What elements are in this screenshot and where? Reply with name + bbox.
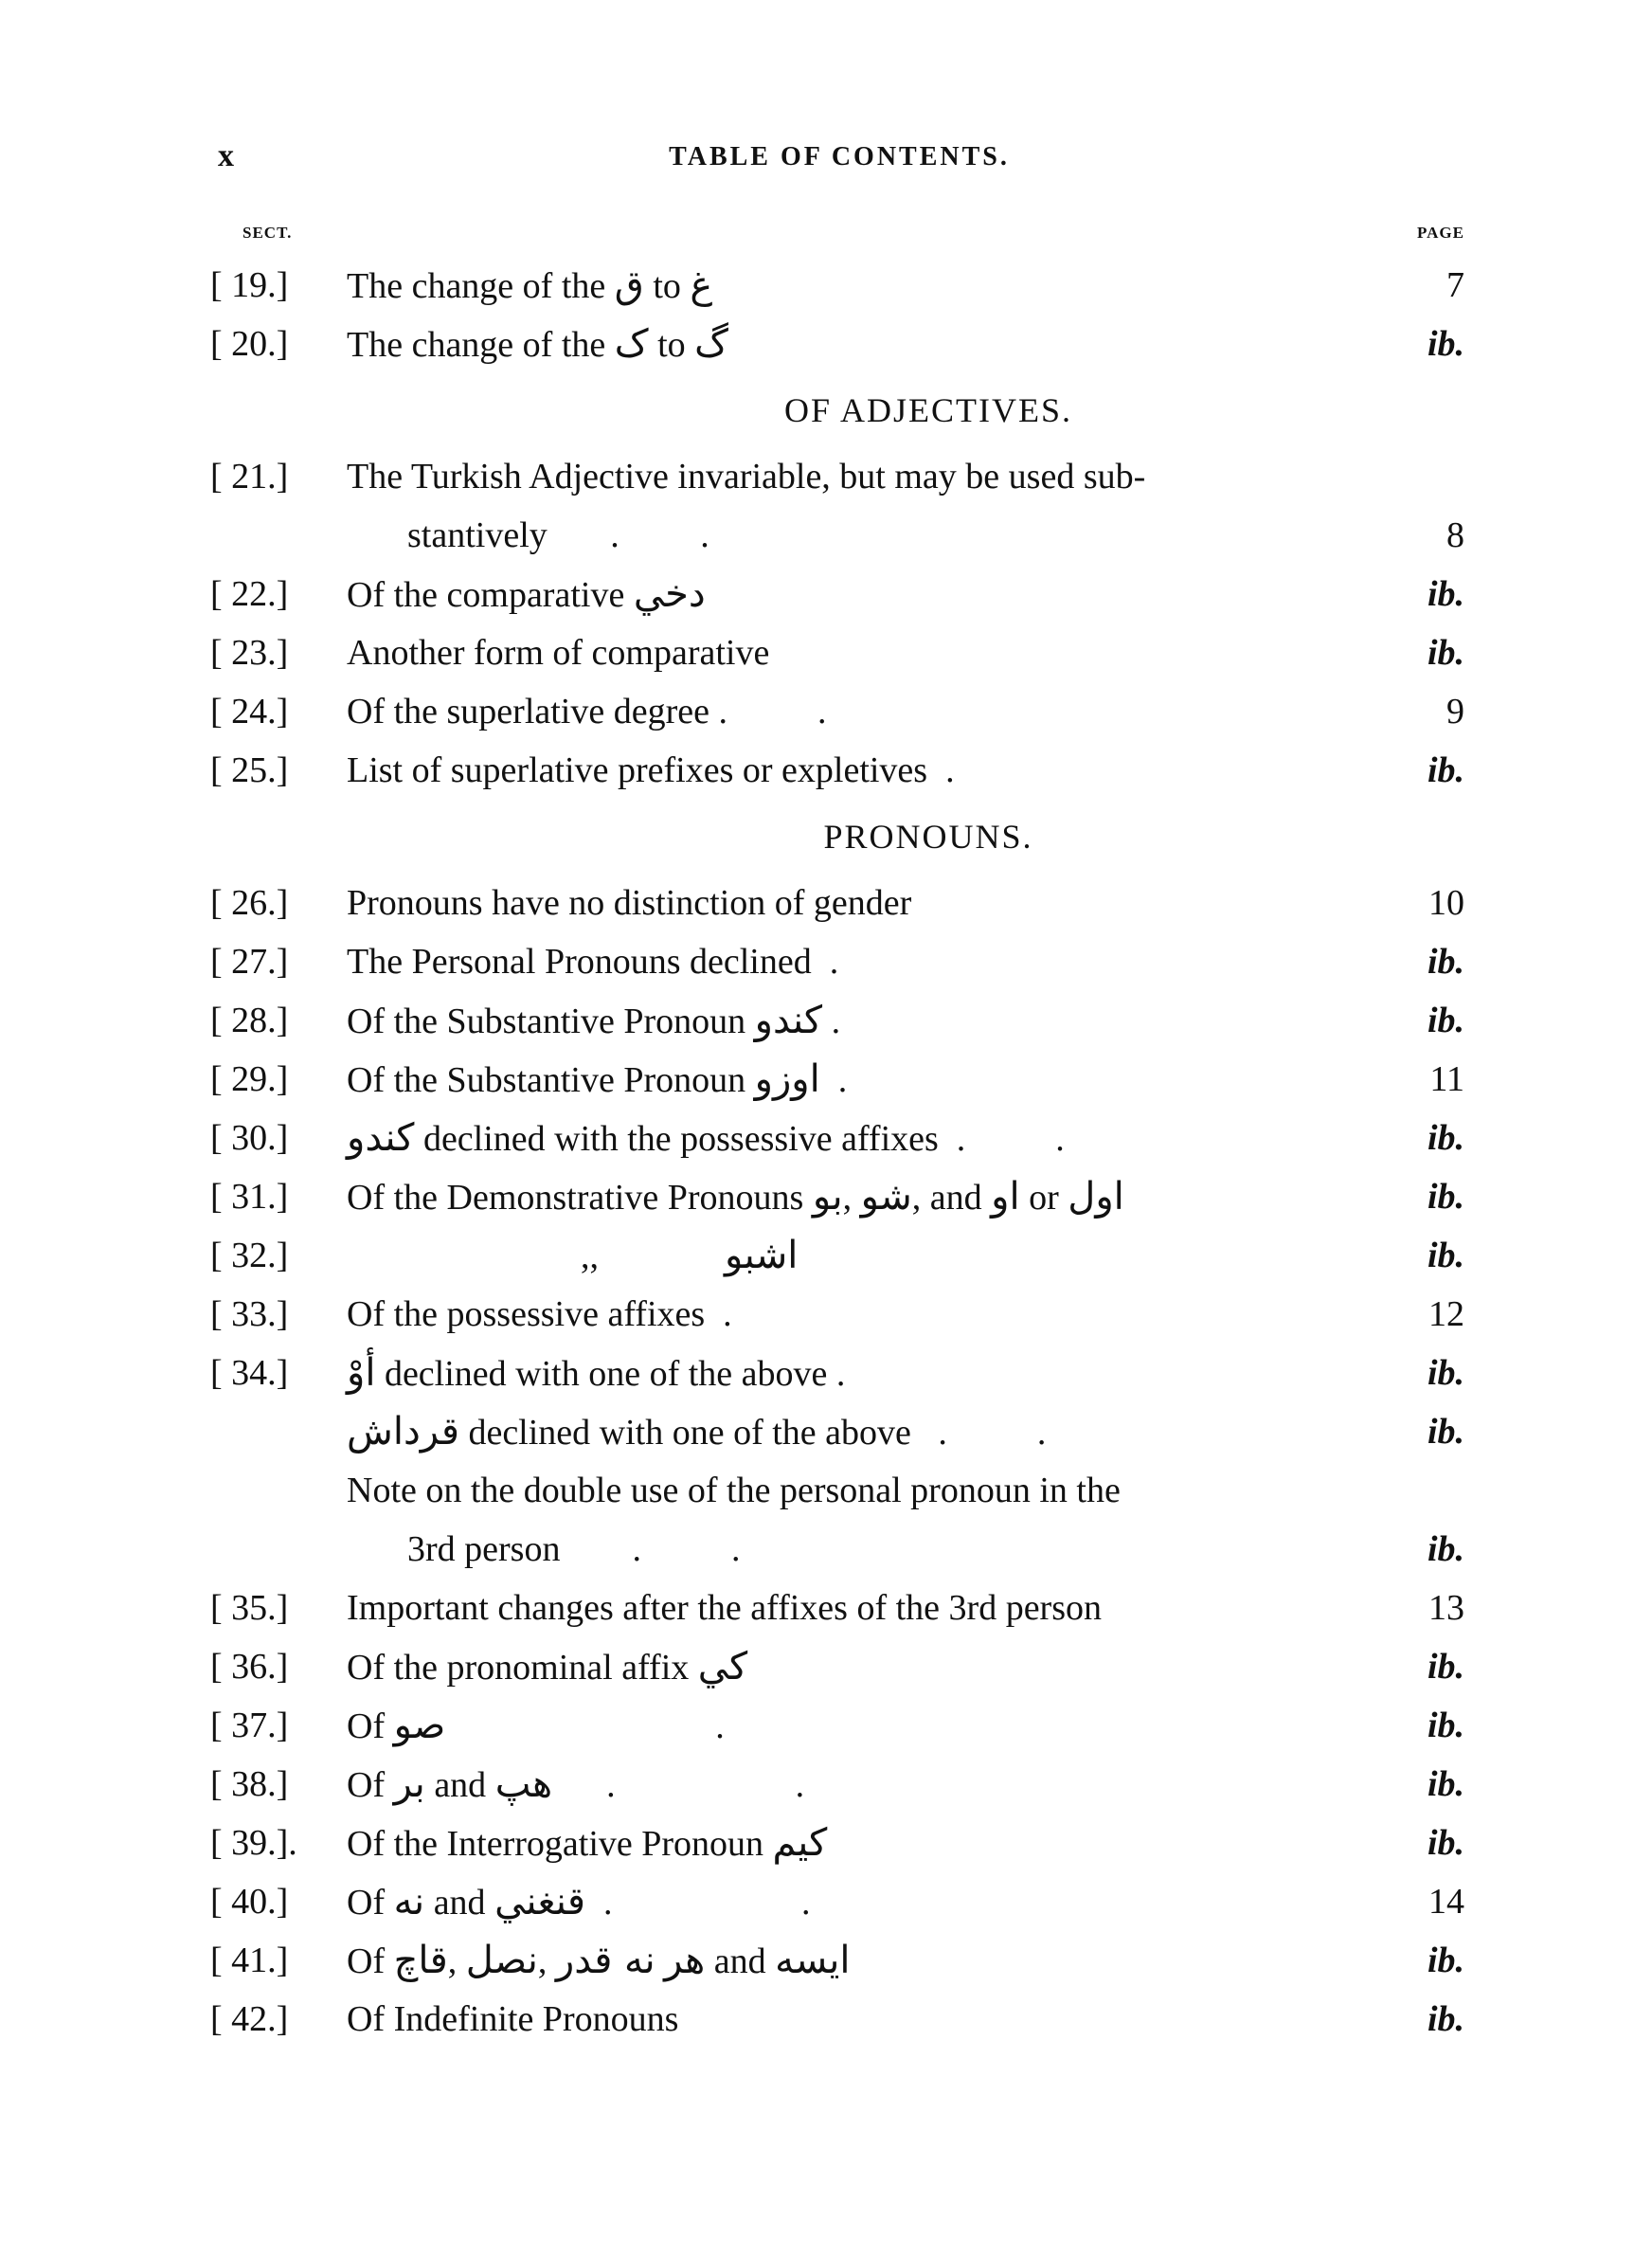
page-reference: ib. (1427, 1706, 1464, 1745)
entry-title (347, 1872, 1326, 1932)
entry-title (347, 1461, 1326, 1520)
page-reference: ib. (1427, 324, 1464, 364)
toc-entry (189, 741, 1478, 800)
arabic-word: شو (860, 1175, 912, 1219)
entry-title (347, 1344, 1326, 1403)
page-reference: 14 (1428, 1882, 1464, 1922)
arabic-word: ايسه (775, 1939, 851, 1982)
entry-text: and (424, 1765, 495, 1805)
section-heading: PRONOUNS. (823, 818, 1033, 856)
entry-title (347, 932, 1326, 991)
toc-entry (189, 874, 1478, 932)
entry-text: Of (347, 1765, 394, 1805)
arabic-word: كيم (772, 1821, 828, 1865)
page-reference: ib. (1427, 1529, 1464, 1569)
arabic-word: صو (393, 1704, 446, 1747)
toc-entry (189, 1931, 1478, 1990)
entry-text: . (819, 1060, 848, 1100)
entry-text: , (537, 1941, 556, 1981)
section-number: [ 27.] (210, 942, 289, 982)
page-number: x (218, 138, 235, 173)
arabic-word: قاچ (393, 1939, 448, 1982)
page-reference: ib. (1427, 1177, 1464, 1217)
page-reference: ib. (1427, 1647, 1464, 1687)
toc-entry (189, 1167, 1478, 1226)
entry-text: , (842, 1178, 861, 1218)
toc-entry (189, 1226, 1478, 1285)
toc-entry (189, 565, 1478, 623)
entry-title (347, 1637, 1326, 1697)
section-number: [ 23.] (210, 633, 289, 673)
section-number: [ 28.] (210, 1001, 289, 1040)
entry-text: declined with one of the above . (375, 1354, 846, 1394)
entry-title (347, 1285, 1326, 1344)
page-reference: 7 (1446, 265, 1464, 305)
section-heading: OF ADJECTIVES. (783, 391, 1073, 429)
arabic-word: كندو (754, 999, 823, 1042)
section-number: [ 25.] (210, 750, 289, 790)
entry-text: Of (347, 1941, 394, 1981)
toc-entry (189, 1814, 1478, 1872)
entry-text: The change of the (347, 325, 615, 365)
section-number: [ 22.] (210, 574, 289, 614)
entry-text: . (822, 1002, 841, 1041)
entry-text: declined with one of the above . . (458, 1413, 1047, 1453)
toc-entry (189, 256, 1478, 315)
page-reference: 12 (1428, 1294, 1464, 1334)
entry-text: The Personal Pronouns declined . (347, 942, 839, 982)
section-number: [ 36.] (210, 1647, 289, 1687)
arabic-word: ق (614, 263, 644, 307)
arabic-word: اشبو (725, 1234, 799, 1277)
section-number: [ 29.] (210, 1059, 289, 1099)
entry-text: and (424, 1883, 495, 1923)
entry-title (347, 1755, 1326, 1815)
toc-entry (189, 682, 1478, 741)
section-number: [ 24.] (210, 692, 289, 731)
toc-entry (189, 1520, 1478, 1579)
section-number: [ 40.] (210, 1882, 289, 1922)
arabic-word: ک (614, 322, 649, 366)
page-reference: 13 (1428, 1588, 1464, 1628)
entry-text (655, 1941, 665, 1981)
page-reference: 9 (1446, 692, 1464, 731)
entry-text: Of the Substantive Pronoun (347, 1002, 755, 1041)
entry-title (347, 565, 1326, 624)
entry-title (347, 447, 1326, 506)
arabic-word: نصل (465, 1939, 538, 1982)
entry-title (347, 874, 1326, 932)
toc-entry (189, 506, 1478, 565)
entry-text: Of the Interrogative Pronoun (347, 1824, 773, 1864)
entry-title (347, 682, 1326, 741)
arabic-word: نه قدر (555, 1939, 655, 1982)
entry-text: Of Indefinite Pronouns (347, 1999, 679, 2039)
toc-entry (189, 315, 1478, 373)
entry-text: , (447, 1941, 466, 1981)
arabic-word: هپ (494, 1762, 553, 1806)
column-headers (214, 224, 1464, 252)
entry-title (347, 1696, 1326, 1756)
arabic-word: غ (690, 263, 713, 307)
section-number: [ 20.] (210, 324, 289, 364)
entry-title (347, 1579, 1326, 1637)
entry-text: Of the comparative (347, 575, 634, 615)
section-number: [ 26.] (210, 883, 289, 923)
toc-entry (189, 1461, 1478, 1520)
toc-entry (189, 623, 1478, 682)
arabic-word: كي (697, 1645, 748, 1688)
toc-entry (189, 447, 1478, 506)
section-number: [ 32.] (210, 1236, 289, 1275)
entry-title (347, 315, 1326, 374)
toc-entry (189, 1579, 1478, 1637)
section-number: [ 42.] (210, 1999, 289, 2039)
entry-title (347, 1109, 1326, 1168)
section-number: [ 31.] (210, 1177, 289, 1217)
toc-entry (189, 1109, 1478, 1167)
entry-text: Of (347, 1883, 394, 1923)
toc-entry (189, 1990, 1478, 2049)
toc-entry (189, 1696, 1478, 1755)
arabic-word: بر (393, 1762, 425, 1806)
entry-title (347, 1402, 1326, 1462)
page-reference: ib. (1427, 1412, 1464, 1452)
entry-text: to (648, 325, 695, 365)
toc-entry (189, 1755, 1478, 1814)
entry-title (347, 1931, 1326, 1991)
page-reference: 10 (1428, 883, 1464, 923)
entry-text: . (445, 1706, 725, 1746)
arabic-word: نه (393, 1880, 425, 1923)
entry-text: or (1019, 1178, 1068, 1218)
entry-text: The change of the (347, 266, 615, 306)
entry-text: The Turkish Adjective invariable, but may be used sub- (347, 457, 1146, 497)
section-number: [ 35.] (210, 1588, 289, 1628)
page-reference: ib. (1427, 942, 1464, 982)
entry-title (347, 1226, 1326, 1286)
arabic-word: هر (664, 1939, 706, 1982)
entry-text: stantively . . (407, 515, 709, 555)
toc-entry (189, 1402, 1478, 1461)
arabic-word: اوزو (754, 1057, 820, 1101)
section-number: [ 19.] (210, 265, 289, 305)
page-reference: ib. (1427, 1001, 1464, 1040)
entry-text: 3rd person . . (407, 1529, 741, 1569)
entry-text: Of the pronominal affix (347, 1648, 698, 1688)
toc-entry (189, 1637, 1478, 1696)
arabic-word: قنغني (494, 1880, 585, 1923)
entry-title (407, 1520, 1326, 1579)
page-reference: ib. (1427, 1353, 1464, 1393)
arabic-word: قرداش (347, 1410, 459, 1454)
page-reference: ib. (1427, 1941, 1464, 1980)
page-reference: 11 (1429, 1059, 1464, 1099)
entry-text: Important changes after the affixes of the 3rd person (347, 1588, 1102, 1628)
arabic-word: گ (694, 322, 728, 366)
table-of-contents (189, 256, 1478, 2049)
arabic-word: أوْ (347, 1351, 376, 1395)
entry-text: List of superlative prefixes or expletives . (347, 750, 955, 790)
arabic-word: اول (1068, 1175, 1124, 1219)
toc-entry (189, 991, 1478, 1050)
entry-text: Pronouns have no distinction of gender (347, 883, 912, 923)
entry-title (347, 741, 1326, 800)
entry-text: Of (347, 1706, 394, 1746)
entry-title (347, 1050, 1326, 1110)
page-reference: ib. (1427, 1236, 1464, 1275)
entry-text: Of the superlative degree . . (347, 692, 827, 731)
section-number: [ 39.]. (210, 1823, 297, 1863)
page-header (214, 138, 1464, 186)
entry-title (347, 991, 1326, 1051)
section-number: [ 21.] (210, 457, 289, 497)
entry-text: . . (584, 1883, 811, 1923)
entry-title (347, 623, 1326, 682)
toc-entry (189, 1285, 1478, 1344)
page-reference: ib. (1427, 574, 1464, 614)
entry-text: Of the Substantive Pronoun (347, 1060, 755, 1100)
section-number: [ 37.] (210, 1706, 289, 1745)
section-number: [ 41.] (210, 1941, 289, 1980)
section-number: [ 38.] (210, 1764, 289, 1804)
page-reference: ib. (1427, 750, 1464, 790)
entry-title (347, 1814, 1326, 1873)
page-reference: ib. (1427, 1118, 1464, 1158)
entry-title (347, 1167, 1326, 1227)
entry-text: declined with the possessive affixes . . (414, 1119, 1065, 1159)
entry-title (407, 506, 1326, 565)
entry-text: Another form of comparative (347, 633, 770, 673)
page-reference: 8 (1446, 515, 1464, 555)
entry-text: . . (552, 1765, 805, 1805)
arabic-word: دخي (633, 572, 706, 616)
page-reference: ib. (1427, 1764, 1464, 1804)
entry-text: ,, (347, 1237, 725, 1276)
arabic-word: كندو (347, 1116, 415, 1160)
sect-column-header: SECT. (242, 224, 293, 242)
page-reference: ib. (1427, 633, 1464, 673)
entry-text: Note on the double use of the personal pronoun in the (347, 1471, 1121, 1510)
section-number: [ 33.] (210, 1294, 289, 1334)
page-column-header: PAGE (1417, 224, 1464, 242)
arabic-word: بو (812, 1175, 843, 1219)
entry-title (347, 1990, 1326, 2049)
toc-entry (189, 1344, 1478, 1402)
section-number: [ 30.] (210, 1118, 289, 1158)
entry-text: to (643, 266, 691, 306)
toc-entry (189, 932, 1478, 991)
entry-text: Of the Demonstrative Pronouns (347, 1178, 813, 1218)
toc-entry (189, 1872, 1478, 1931)
section-number: [ 34.] (210, 1353, 289, 1393)
toc-entry (189, 1050, 1478, 1109)
arabic-word: او (991, 1175, 1020, 1219)
entry-text: Of the possessive affixes . (347, 1294, 732, 1334)
page-reference: ib. (1427, 1823, 1464, 1863)
entry-title (347, 256, 1326, 316)
page-title: TABLE OF CONTENTS. (669, 142, 1010, 172)
page-reference: ib. (1427, 1999, 1464, 2039)
entry-text: and (705, 1941, 776, 1981)
entry-text: , and (911, 1178, 992, 1218)
